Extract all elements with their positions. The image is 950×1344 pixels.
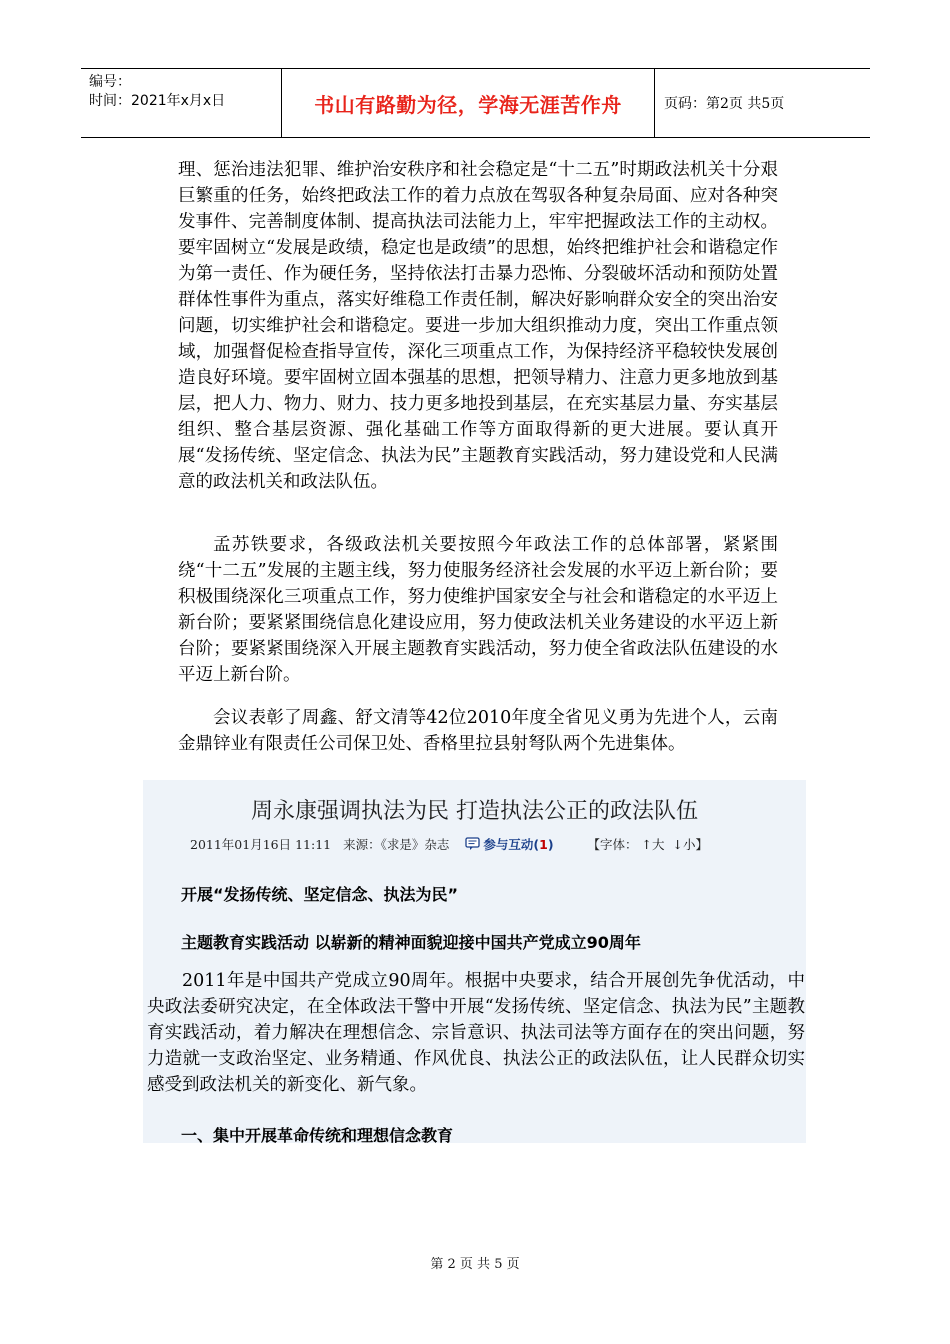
comment-icon[interactable] [465,837,481,851]
news-meta-row [190,835,708,853]
page-footer: 第 2 页 共 5 页 [430,1257,520,1272]
article-paragraph-1: 理、惩治违法犯罪、维护治安秩序和社会稳定是“十二五”时期政法机关十分艰巨繁重的任务，始终把政法工作的着力点放在驾驭各种复杂局面、应对各种突发事件、完善制度体制、提高执法司法能力上，牢牢把握政法工作的主动权。要牢固树立“发展是政绩，稳定也是政绩”的思想，始终把维护社会和谐稳定作为第一责任、作为硬任务，坚持依法打击暴力恐怖、分裂破坏活动和预防处置群体性事件为重点，落实好维稳工作责任制，解决好影响群众安全的突出治安问题，切实维护社会和谐稳定。要进一步加大组织推动力度，突出工作重点领域，加强督促检查指导宣传，深化三项重点工作，为保持经济平稳较快发展创造良好环境。要牢固树立固本强基的思想，把领导精力、注意力更多地放到基层，把人力、物力、财力、技力更多地投到基层，在充实基层力量、夯实基层组织、整合基层资源、强化基础工作等方面取得新的更大进展。要认真开展“发扬传统、坚定信念、执法为民”主题教育实践活动，努力建设党和人民满意的政法机关和政法队伍。 [178,160,778,492]
article-paragraph-3: 会议表彰了周鑫、舒文清等42位2010年度全省见义勇为先进个人，云南金鼎锌业有限责任公司保卫处、香格里拉县射弩队两个先进集体。 [178,708,778,754]
news-title: 周永康强调执法为民 打造执法公正的政法队伍 [251,799,698,824]
news-section-heading: 一、集中开展革命传统和理想信念教育 [181,1126,454,1145]
header-page-cell [655,69,870,137]
header-meta-cell [81,69,282,137]
header-motto: 书山有路勤为径，学海无涯苦作舟 [314,92,622,117]
news-source: 来源：《求是》杂志 [343,837,450,852]
header-motto-cell [282,69,655,137]
font-small-button[interactable]: ↓小 [672,837,696,852]
interact-label[interactable]: 参与互动( [483,837,540,852]
header-page-code: 页码：第2页 共5页 [664,96,785,112]
interact-close[interactable]: ) [547,837,554,852]
document-time-label: 时间：2021年x月x日 [89,93,226,109]
document-number-label: 编号： [89,74,131,90]
article-paragraph-2: 孟苏铁要求，各级政法机关要按照今年政法工作的总体部署，紧紧围绕“十二五”发展的主题主线，努力使服务经济社会发展的水平迈上新台阶；要积极围绕深化三项重点工作，努力使维护国家安全与社会和谐稳定的水平迈上新台阶；要紧紧围绕信息化建设应用，努力使政法机关业务建设的水平迈上新台阶；要紧紧围绕深入开展主题教育实践活动，努力使全省政法队伍建设的水平迈上新台阶。 [178,535,778,685]
font-size-close: 】 [695,837,709,852]
interact-count[interactable]: 1 [539,837,548,852]
news-date: 2011年01月16日 11:11 [190,837,332,852]
document-header [81,68,870,138]
interact-link[interactable] [483,835,553,853]
news-paragraph: 2011年是中国共产党成立90周年。根据中央要求，结合开展创先争优活动，中央政法委研究决定，在全体政法干警中开展“发扬传统、坚定信念、执法为民”主题教育实践活动，着力解决在理想信念、宗旨意识、执法司法等方面存在的突出问题，努力造就一支政治坚定、业务精通、作风优良、执法公正的政法队伍，让人民群众切实感受到政法机关的新变化、新气象。 [147,971,805,1095]
news-subheading-2: 主题教育实践活动 以崭新的精神面貌迎接中国共产党成立90周年 [181,933,641,952]
news-article-box [143,780,806,1143]
news-subheading-1: 开展“发扬传统、坚定信念、执法为民” [181,885,459,904]
font-size-label: 【字体： [587,837,638,852]
font-large-button[interactable]: ↑大 [641,837,665,852]
